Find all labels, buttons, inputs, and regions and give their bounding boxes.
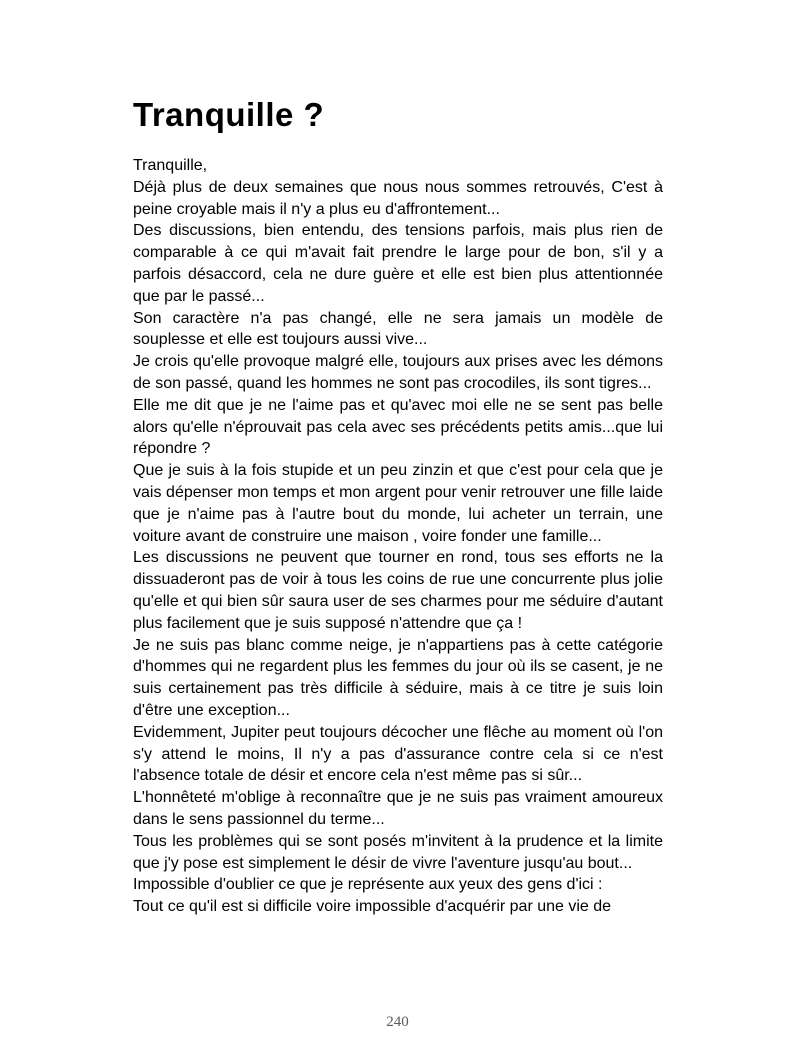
- paragraph: Son caractère n'a pas changé, elle ne sera jamais un modèle de souplesse et elle est toujours aussi vive...: [133, 309, 663, 349]
- page-title: Tranquille ?: [133, 96, 325, 133]
- paragraph: Des discussions, bien entendu, des tensions parfois, mais plus rien de comparable à ce qui m'avait fait prendre le large pour de bon, s'il y a parfois désaccord, cela ne dure guère et elle est bien plus attentionnée que par le passé...: [133, 222, 663, 305]
- paragraph: Je ne suis pas blanc comme neige, je n'appartiens pas à cette catégorie d'hommes qui ne regardent plus les femmes du jour où ils se casent, je ne suis certainement pas très difficile à séduire, mais à ce titre je suis loin d'être une exception...: [133, 636, 663, 719]
- paragraph: Les discussions ne peuvent que tourner en rond, tous ses efforts ne la dissuaderont pas de voir à tous les coins de rue une concurrente plus jolie qu'elle et qui bien sûr saura user de ses charmes pour me séduire d'autant plus facilement que je suis supposé n'attendre que ça !: [133, 549, 663, 632]
- paragraph: Tranquille,: [133, 157, 208, 174]
- paragraph: Elle me dit que je ne l'aime pas et qu'avec moi elle ne se sent pas belle alors qu'elle n'éprouvait pas cela avec ses précédents petits amis...que lui répondre ?: [133, 396, 663, 458]
- paragraph: Tout ce qu'il est si difficile voire impossible d'acquérir par une vie de: [133, 898, 612, 916]
- paragraph: Impossible d'oublier ce que je représente aux yeux des gens d'ici :: [133, 876, 603, 894]
- paragraph: Tous les problèmes qui se sont posés m'invitent à la prudence et la limite que j'y pose est simplement le désir de vivre l'aventure jusqu'au bout...: [133, 832, 663, 872]
- paragraph: Evidemment, Jupiter peut toujours décocher une flêche au moment où l'on s'y attend le moins, Il n'y a pas d'assurance contre cela si ce n'est l'absence totale de désir et encore cela n'est même pas si sûr...: [133, 723, 663, 785]
- page-number: 240: [386, 1014, 409, 1030]
- paragraph: Déjà plus de deux semaines que nous nous sommes retrouvés, C'est à peine croyable mais il n'y a plus eu d'affrontement...: [133, 178, 663, 218]
- paragraph: L'honnêteté m'oblige à reconnaître que je ne suis pas vraiment amoureux dans le sens passionnel du terme...: [133, 789, 663, 828]
- body-text: [133, 155, 663, 918]
- paragraph: Que je suis à la fois stupide et un peu zinzin et que c'est pour cela que je vais dépenser mon temps et mon argent pour venir retrouver une fille laide que je n'aime pas à l'autre bout du monde, lui acheter un terrain, une voiture avant de construire une maison , voire fonder une famille...: [133, 462, 663, 545]
- paragraph: Je crois qu'elle provoque malgré elle, toujours aux prises avec les démons de son passé, quand les hommes ne sont pas crocodiles, ils sont tigres...: [133, 353, 663, 392]
